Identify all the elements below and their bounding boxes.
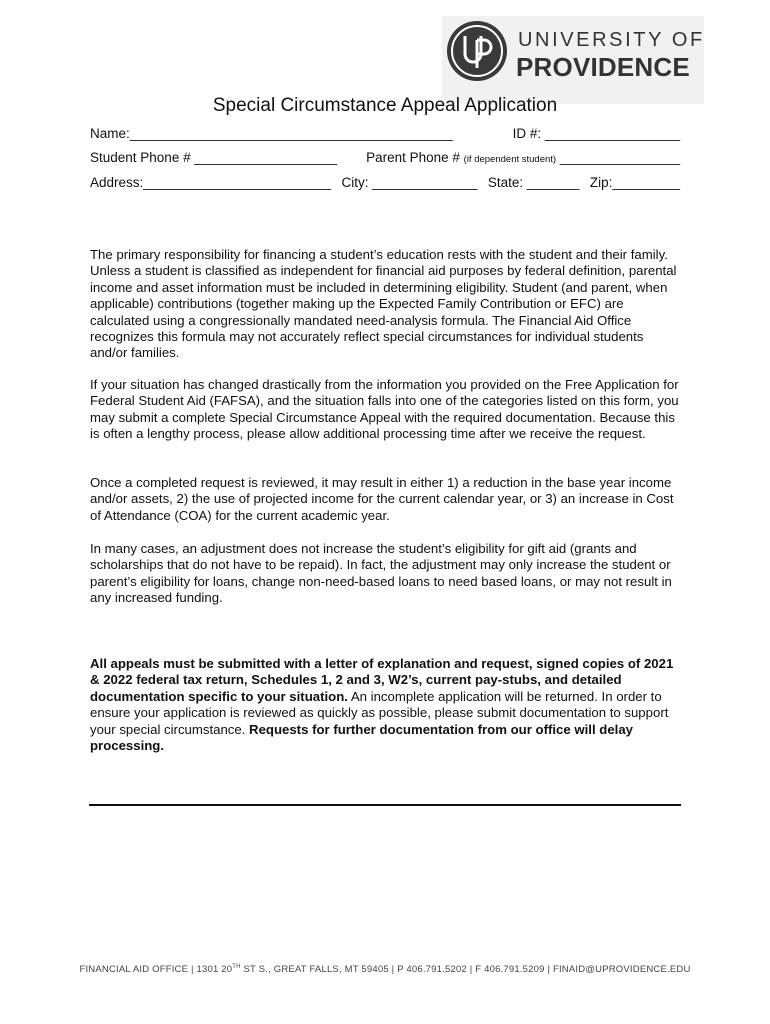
address-row (90, 175, 680, 190)
state-field[interactable]: State: _______ (487, 175, 580, 190)
parent-phone-field[interactable] (366, 150, 680, 165)
logo-line-2: PROVIDENCE (516, 52, 690, 82)
paragraph-situation-change: If your situation has changed drastically from the information you provided on the Free Application for Federal Student Aid (FAFSA), and the situation falls into one of the categories listed on this form, you may submit a complete Special Circumstance Appeal with the required documentation. Because this is often a lengthy process, please allow additional processing time after we receive the request. (90, 377, 679, 442)
university-logo (442, 16, 704, 104)
parent-phone-note: (if dependent student) (463, 154, 557, 165)
name-field[interactable]: Name:___________________________________________ (90, 126, 453, 141)
address-field[interactable]: Address:_________________________ (90, 175, 331, 190)
paragraph-review-result: Once a completed request is reviewed, it may result in either 1) a reduction in the base year income and/or assets, 2) the use of projected income for the current calendar year, or 3) an increase in Cost of Attendance (COA) for the current academic year. (90, 475, 674, 523)
name-id-row (90, 126, 680, 141)
footer-superscript: TH (232, 964, 241, 970)
page-title: Special Circumstance Appeal Application (212, 95, 558, 116)
requirements-warning-text: Requests for further documentation from our office will delay processing. (90, 721, 633, 754)
phone-row (90, 150, 680, 165)
up-seal-icon (446, 20, 508, 82)
footer-part-1: FINANCIAL AID OFFICE | 1301 20 (79, 964, 233, 976)
parent-phone-blank: ________________ (559, 150, 680, 165)
requirements-bold-text: All appeals must be submitted with a letter of explanation and request, signed copies of 2021 & 2022 federal tax return, Schedules 1, 2 and 3, W2’s, current pay-stubs, and detailed documentation specific to your situation. (90, 656, 674, 704)
footer-contact (0, 964, 770, 975)
id-field[interactable]: ID #: __________________ (512, 126, 680, 141)
divider-line (89, 804, 681, 806)
student-phone-field[interactable]: Student Phone # ___________________ (90, 150, 337, 165)
requirements-normal-text: An incomplete application will be returned. In order to ensure your application is reviewed as quickly as possible, please submit documentation to support your special circumstance. (90, 688, 669, 737)
paragraph-submission-requirements (90, 656, 680, 754)
footer-part-2: ST S., GREAT FALLS, MT 59405 | P 406.791.5202 | F 406.791.5209 | FINAID@UPROVIDENCE.EDU (240, 964, 691, 976)
paragraph-adjustment: In many cases, an adjustment does not increase the student’s eligibility for gift aid (grants and scholarships that do not have to be repaid). In fact, the adjustment may only increase the student or parent’s eligibility for loans, change non-need-based loans to need based loans, or may not result in any increased funding. (90, 541, 672, 606)
logo-line-1: UNIVERSITY OF (518, 29, 705, 51)
paragraph-responsibility: The primary responsibility for financing a student’s education rests with the student and their family. Unless a student is classified as independent for financial aid purposes by federal definition, parental income and asset information must be included in determining eligibility. Student (and parent, when applicable) contributions (together making up the Expected Family Contribution or EFC) are calculated using a congressionally mandated need-analysis formula. The Financial Aid Office recognizes this formula may not accurately reflect special circumstances for individual students and/or families. (90, 247, 677, 361)
zip-field[interactable]: Zip:_________ (589, 175, 680, 190)
city-field[interactable]: City: ______________ (341, 175, 478, 190)
parent-phone-label: Parent Phone # (366, 150, 460, 165)
